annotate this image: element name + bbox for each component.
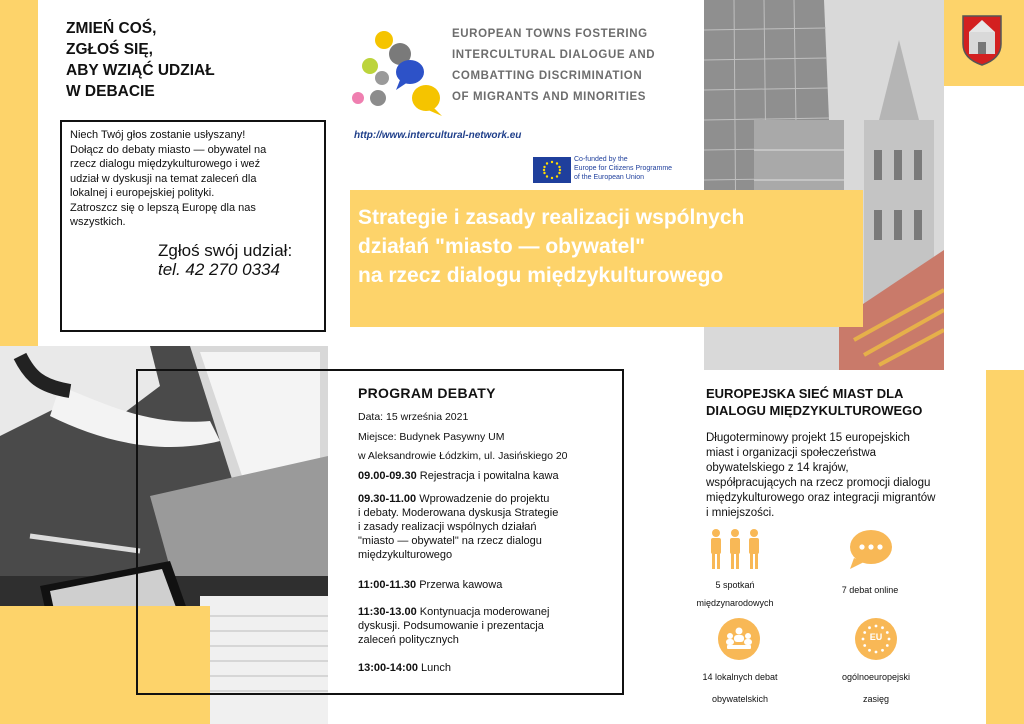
eu-badge-text: EU xyxy=(869,632,883,642)
stat-label-line: ogólnoeuropejski xyxy=(841,672,911,682)
town-crest-icon xyxy=(961,14,1003,66)
call-to-action-heading xyxy=(66,18,326,102)
network-desc-line: obywatelskiego z 14 krajów, xyxy=(706,462,849,474)
stat-label-line: 14 lokalnych debat xyxy=(702,672,778,682)
project-title-line: INTERCULTURAL DIALOGUE AND xyxy=(452,49,656,61)
network-desc-line: Długoterminowy projekt 15 europejskich xyxy=(706,432,910,444)
schedule-time: 11:30-13.00 xyxy=(358,606,417,618)
eu-line: Europe for Citizens Programme xyxy=(574,165,673,172)
stat-label-line: obywatelskich xyxy=(711,694,769,704)
eu-flag-icon xyxy=(533,157,571,183)
headline-line: działań "miasto — obywatel" xyxy=(358,235,646,258)
invite-line: udział w dyskusji na temat zaleceń dla xyxy=(70,172,257,185)
invite-text xyxy=(70,128,316,230)
project-url-link[interactable]: http://www.intercultural-network.eu xyxy=(354,130,522,141)
invite-line: rzecz dialogu międzykulturowego i weź xyxy=(70,158,261,170)
schedule-item xyxy=(358,492,558,562)
project-title-line: COMBATTING DISCRIMINATION xyxy=(452,70,643,82)
program-date: Data: 15 września 2021 xyxy=(358,411,469,423)
project-title xyxy=(452,24,702,108)
schedule-item xyxy=(358,469,559,483)
stat-label-line: zasięg xyxy=(862,694,889,704)
program-place: Miejsce: Budynek Pasywny UM xyxy=(358,431,505,443)
chat-bubble-icon xyxy=(848,528,894,570)
network-desc-line: międzykulturowego oraz integracji migrantów xyxy=(706,492,936,504)
stat-online-debates: 7 debat online xyxy=(841,585,899,595)
network-title-line: DIALOGU MIĘDZYKULTUROWEGO xyxy=(706,403,923,418)
schedule-text: Przerwa kawowa xyxy=(419,579,503,591)
cta-line: ZGŁOŚ SIĘ, xyxy=(66,41,153,58)
schedule-item xyxy=(358,661,451,675)
signup-label: Zgłoś swój udział: xyxy=(158,241,293,260)
cta-line: ZMIEŃ COŚ, xyxy=(66,20,157,37)
headline-line: Strategie i zasady realizacji wspólnych xyxy=(358,206,745,229)
program-title: PROGRAM DEBATY xyxy=(358,385,496,401)
invite-line: Zatroszcz się o lepszą Europę dla nas xyxy=(70,201,256,214)
cta-line: ABY WZIĄĆ UDZIAŁ xyxy=(66,62,215,79)
stat-label-line: międzynarodowych xyxy=(696,598,774,608)
network-title xyxy=(706,385,922,419)
schedule-text: i zasady realizacji wspólnych działań xyxy=(358,521,537,533)
schedule-time: 09.30-11.00 xyxy=(358,493,417,505)
headline-title xyxy=(358,203,744,290)
stat-local-debates xyxy=(680,666,800,710)
eu-cofunding-text xyxy=(574,155,672,182)
project-title-line: EUROPEAN TOWNS FOSTERING xyxy=(452,28,648,40)
invite-box xyxy=(60,120,326,332)
schedule-text: i debaty. Moderowana dyskusja Strategie xyxy=(358,507,559,519)
network-description xyxy=(706,431,935,521)
invite-line: lokalnej i europejskiej polityki. xyxy=(70,187,215,199)
speech-bubbles-logo-icon xyxy=(346,24,450,120)
stat-meetings xyxy=(690,576,780,612)
headline-line: na rzecz dialogu międzykulturowego xyxy=(358,264,724,287)
project-title-line: OF MIGRANTS AND MINORITIES xyxy=(452,91,647,103)
program-place-address: w Aleksandrowie Łódzkim, ul. Jasińskiego 20 xyxy=(358,450,568,462)
stat-label-line: 5 spotkań xyxy=(715,580,755,590)
network-logo xyxy=(346,24,450,120)
schedule-text: "miasto — obywatel" na rzecz dialogu xyxy=(358,535,542,547)
schedule-text: dyskusji. Podsumowanie i prezentacja xyxy=(358,620,544,632)
invite-line: Niech Twój głos zostanie usłyszany! xyxy=(70,129,246,141)
schedule-text: Rejestracja i powitalna kawa xyxy=(419,470,559,482)
network-desc-line: miast i organizacji społeczeństwa xyxy=(706,447,877,459)
people-icon xyxy=(708,528,762,570)
right-yellow-bar xyxy=(986,370,1024,724)
schedule-text: zaleceń politycznych xyxy=(358,634,459,646)
group-meeting-icon xyxy=(718,618,760,660)
schedule-text: międzykulturowego xyxy=(358,549,453,561)
network-desc-line: i mniejszości. xyxy=(706,507,775,519)
invite-line: wszystkich. xyxy=(70,216,126,228)
schedule-item xyxy=(358,605,549,647)
schedule-text: Wprowadzenie do projektu xyxy=(419,493,550,505)
left-yellow-bar xyxy=(0,0,38,350)
schedule-item xyxy=(358,578,502,592)
eu-line: of the European Union xyxy=(574,174,645,181)
schedule-text: Lunch xyxy=(421,662,451,674)
signup-phone: tel. 42 270 0334 xyxy=(158,260,280,279)
network-title-line: EUROPEJSKA SIEĆ MIAST DLA xyxy=(706,386,904,401)
invite-line: Dołącz do debaty miasto — obywatel na xyxy=(70,143,267,156)
schedule-time: 11:00-11.30 xyxy=(358,579,417,591)
schedule-time: 09.00-09.30 xyxy=(358,470,417,482)
cta-line: W DEBACIE xyxy=(66,83,155,100)
eu-stars-icon xyxy=(855,618,897,660)
schedule-text: Kontynuacja moderowanej xyxy=(419,606,550,618)
eu-line: Co-funded by the xyxy=(574,156,628,163)
network-desc-line: współpracujących na rzecz promocji dialogu xyxy=(706,477,931,489)
schedule-time: 13:00-14:00 xyxy=(358,662,418,674)
stat-european-reach xyxy=(816,666,936,710)
